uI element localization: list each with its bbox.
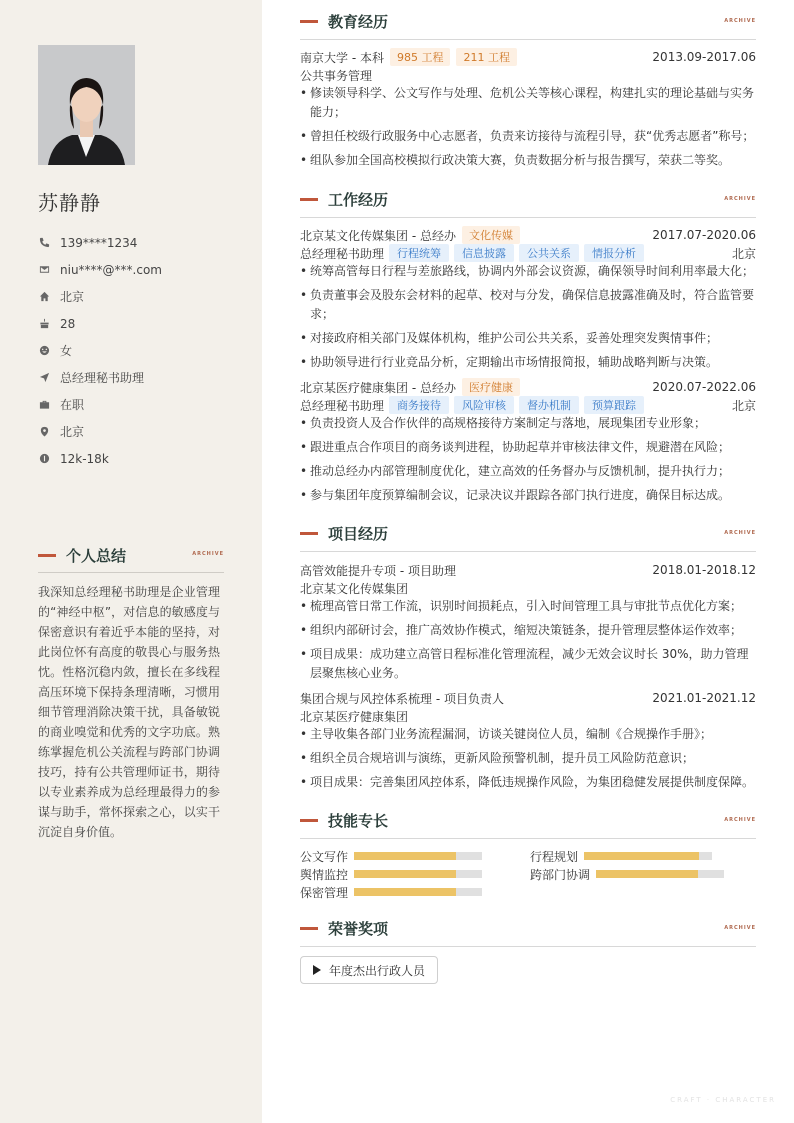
skill-name: 保密管理 [300, 885, 349, 900]
skill-name: 舆情监控 [300, 867, 349, 882]
skill-name: 公文写作 [300, 849, 349, 864]
home-text: 北京 [60, 290, 85, 304]
skills-header [300, 811, 756, 839]
list-item: • 组织内部研讨会，推广高效协作模式，缩短决策链条，提升管理层整体运作效率； [300, 621, 756, 640]
skill-bar [596, 870, 724, 878]
edu-major: 公共事务管理 [300, 68, 373, 83]
school-name: 南京大学 - 本科 [300, 50, 384, 65]
job-company: 北京某医疗健康集团 - 总经办 [300, 380, 456, 395]
info-age [38, 310, 238, 337]
project-org-row [300, 579, 756, 597]
status-text: 在职 [60, 398, 85, 412]
job-skill-tag: 行程统筹 [389, 244, 449, 262]
play-icon [313, 965, 321, 975]
job-row [300, 226, 756, 244]
job-industry-tag: 文化传媒 [462, 226, 520, 244]
skill-bar-fill [354, 870, 456, 878]
salary-text: 12k-18k [60, 451, 109, 466]
list-item: • 主导收集各部门业务流程漏洞，访谈关键岗位人员，编制《合规操作手册》； [300, 725, 756, 744]
list-item: • 负责投资人及合作伙伴的高规格接待方案制定与落地，展现集团专业形象； [300, 414, 756, 433]
skill-bar-fill [354, 888, 456, 896]
education-header [300, 12, 756, 40]
education-bullets [300, 84, 756, 175]
skill-name: 跨部门协调 [530, 867, 591, 882]
award-text: 年度杰出行政人员 [329, 963, 426, 978]
award-item [300, 956, 438, 984]
job-row [300, 378, 756, 396]
contact-info-list [38, 229, 238, 472]
job-industry-tag: 医疗健康 [462, 378, 520, 396]
job-skill-tag: 风险审核 [454, 396, 514, 414]
cake-icon [38, 318, 50, 330]
skill-item [300, 866, 482, 882]
projects-title: 项目经历 [328, 525, 389, 543]
list-item: • 协助领导进行行业竞品分析，定期输出市场情报简报，辅助战略判断与决策。 [300, 353, 756, 372]
list-item: • 修读领导科学、公文写作与处理、危机公关等核心课程，构建扎实的理论基础与实务能力； [300, 84, 756, 122]
info-email [38, 256, 238, 283]
location-text: 北京 [60, 425, 85, 439]
work-header [300, 190, 756, 218]
job-role-row [300, 396, 756, 414]
skill-item [300, 884, 482, 900]
skill-bar [354, 852, 482, 860]
awards-bar-mark [300, 927, 318, 930]
phone-text: 139****1234 [60, 235, 138, 250]
list-item: • 统筹高管每日行程与差旅路线，协调内外部会议资源，确保领导时间利用率最大化； [300, 262, 756, 281]
summary-archive-label: ARCHIVE [192, 551, 224, 557]
skill-bar-fill [354, 852, 456, 860]
gender-text: 女 [60, 344, 73, 358]
project-row [300, 561, 756, 579]
project-date: 2021.01-2021.12 [652, 691, 756, 705]
email-icon [38, 264, 50, 276]
list-item: • 负责董事会及股东会材料的起草、校对与分发，确保信息披露准确及时，符合监管要求； [300, 286, 756, 324]
list-item: • 项目成果：成功建立高管日程标准化管理流程，减少无效会议时长 30%，助力管理层聚焦核心业务。 [300, 645, 756, 683]
awards-header [300, 919, 756, 947]
skill-bar [584, 852, 712, 860]
project-row [300, 689, 756, 707]
skill-bar-fill [584, 852, 699, 860]
job-company: 北京某文化传媒集团 - 总经办 [300, 228, 456, 243]
job-role: 总经理秘书助理 [300, 398, 385, 413]
project-bullets [300, 597, 756, 688]
awards-archive-label: ARCHIVE [724, 925, 756, 931]
job-role: 总经理秘书助理 [300, 246, 385, 261]
work-bar-mark [300, 198, 318, 201]
project-org: 北京某医疗健康集团 [300, 709, 409, 724]
list-item: • 梳理高管日常工作流，识别时间损耗点，引入时间管理工具与审批节点优化方案； [300, 597, 756, 616]
job-date: 2020.07-2022.06 [652, 380, 756, 394]
education-row [300, 48, 756, 66]
skill-item [300, 848, 482, 864]
work-archive-label: ARCHIVE [724, 196, 756, 202]
work-title: 工作经历 [328, 191, 389, 209]
edu-date: 2013.09-2017.06 [652, 50, 756, 64]
edu-tag: 985 工程 [390, 48, 451, 66]
info-gender [38, 337, 238, 364]
list-item: • 参与集团年度预算编制会议，记录决议并跟踪各部门执行进度，确保目标达成。 [300, 486, 756, 505]
list-item: • 跟进重点合作项目的商务谈判进程，协助起草并审核法律文件，规避潜在风险； [300, 438, 756, 457]
summary-title: 个人总结 [66, 547, 127, 565]
job-date: 2017.07-2020.06 [652, 228, 756, 242]
summary-header [38, 545, 224, 573]
edu-major-row [300, 66, 756, 84]
project-name: 高管效能提升专项 - 项目助理 [300, 563, 456, 578]
project-org-row [300, 707, 756, 725]
list-item: • 组队参加全国高校模拟行政决策大赛，负责数据分析与报告撰写，荣获二等奖。 [300, 151, 756, 170]
summary-bar-mark [38, 554, 56, 557]
job-bullets [300, 262, 756, 377]
list-item: • 对接政府相关部门及媒体机构，维护公司公共关系，妥善处理突发舆情事件； [300, 329, 756, 348]
skill-bar [354, 870, 482, 878]
skill-item [530, 866, 724, 882]
profile-name: 苏静静 [38, 191, 101, 215]
skill-bar [354, 888, 482, 896]
list-item: • 曾担任校级行政服务中心志愿者，负责来访接待与流程引导，获“优秀志愿者”称号； [300, 127, 756, 146]
send-icon [38, 372, 50, 384]
job-skill-tag: 商务接待 [389, 396, 449, 414]
list-item: • 组织全员合规培训与演练，更新风险预警机制，提升员工风险防范意识； [300, 749, 756, 768]
job-city: 北京 [731, 398, 756, 413]
job-bullets [300, 414, 756, 510]
skill-name: 行程规划 [530, 849, 579, 864]
job-city: 北京 [731, 246, 756, 261]
project-date: 2018.01-2018.12 [652, 563, 756, 577]
age-text: 28 [60, 316, 76, 331]
awards-title: 荣誉奖项 [328, 920, 389, 938]
list-item: • 项目成果：完善集团风控体系，降低违规操作风险，为集团稳健发展提供制度保障。 [300, 773, 756, 792]
job-skill-tag: 公共关系 [519, 244, 579, 262]
profile-photo [38, 45, 135, 165]
phone-icon [38, 237, 50, 249]
summary-text: 我深知总经理秘书助理是企业管理的“神经中枢”，对信息的敏感度与保密意识有着近乎本能的坚持，对此岗位怀有高度的敬畏心与服务热忱。性格沉稳内敛，擅长在多线程高压环境下保持条理清晰，习惯用细节管理消除决策干扰，具备敏锐的商业嗅觉和优秀的文字功底。熟练掌握危机公关流程与跨部门协调技巧，持有公共管理师证书，期待以专业素养成为总经理最得力的参谋与助手，常怀探索之心，以实干沉淀自身价值。 [38, 585, 220, 839]
skills-bar-mark [300, 819, 318, 822]
footer-watermark: CRAFT · CHARACTER [670, 1096, 776, 1104]
project-bullets [300, 725, 756, 797]
info-position [38, 364, 238, 391]
education-archive-label: ARCHIVE [724, 18, 756, 24]
info-location [38, 418, 238, 445]
project-name: 集团合规与风控体系梳理 - 项目负责人 [300, 691, 504, 706]
list-item: • 推动总经办内部管理制度优化，建立高效的任务督办与反馈机制，提升执行力； [300, 462, 756, 481]
project-org: 北京某文化传媒集团 [300, 581, 409, 596]
skill-bar-fill [596, 870, 698, 878]
skills-title: 技能专长 [328, 812, 389, 830]
skills-archive-label: ARCHIVE [724, 817, 756, 823]
education-bar-mark [300, 20, 318, 23]
info-status [38, 391, 238, 418]
briefcase-icon [38, 399, 50, 411]
job-skill-tag: 预算跟踪 [584, 396, 644, 414]
home-icon [38, 291, 50, 303]
info-phone [38, 229, 238, 256]
job-skill-tag: 信息披露 [454, 244, 514, 262]
email-text: niu****@***.com [60, 262, 162, 277]
job-skill-tag: 情报分析 [584, 244, 644, 262]
location-icon [38, 426, 50, 438]
salary-icon [38, 453, 50, 465]
education-title: 教育经历 [328, 13, 389, 31]
smile-icon [38, 345, 50, 357]
job-role-row [300, 244, 756, 262]
edu-tag: 211 工程 [456, 48, 517, 66]
projects-header [300, 524, 756, 552]
job-skill-tag: 督办机制 [519, 396, 579, 414]
projects-archive-label: ARCHIVE [724, 530, 756, 536]
info-home [38, 283, 238, 310]
skill-item [530, 848, 712, 864]
info-salary [38, 445, 238, 472]
position-text: 总经理秘书助理 [60, 371, 145, 385]
projects-bar-mark [300, 532, 318, 535]
